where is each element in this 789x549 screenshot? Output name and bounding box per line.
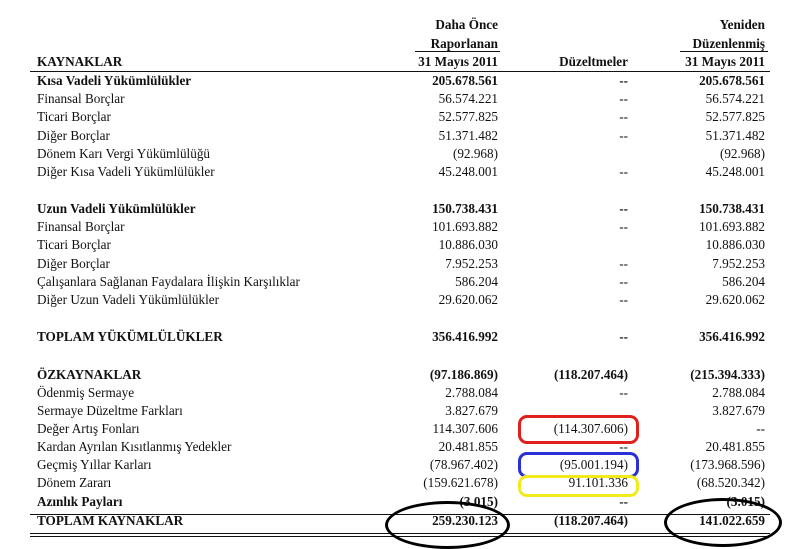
row-value-restated: 150.738.431 (699, 201, 765, 216)
row-value-reported: 10.886.030 (438, 237, 498, 252)
row-value-restated: 7.952.253 (712, 256, 765, 271)
row-value-restated: 586.204 (722, 274, 765, 289)
row-value-reported: (3.015) (459, 494, 498, 509)
row-value-adjustment: -- (619, 256, 628, 271)
col1-header-rule (415, 51, 500, 52)
yellow-highlight-box (518, 475, 639, 497)
col3-date: 31 Mayıs 2011 (685, 54, 765, 69)
row-value-adjustment: -- (619, 109, 628, 124)
row-value-adjustment: (118.207.464) (554, 513, 628, 528)
row-value-restated: 10.886.030 (705, 237, 765, 252)
row-value-restated: 3.827.679 (712, 403, 765, 418)
row-label: Ticari Borçlar (37, 237, 111, 252)
col3-header-line1: Yeniden (719, 17, 765, 32)
black-circle-col1-total (385, 501, 510, 549)
row-label: Geçmiş Yıllar Karları (37, 457, 152, 472)
row-value-adjustment: -- (619, 73, 628, 88)
row-value-adjustment: -- (619, 164, 628, 179)
row-value-restated: 45.248.001 (705, 164, 765, 179)
row-label: Kardan Ayrılan Kısıtlanmış Yedekler (37, 439, 232, 454)
row-value-restated: 20.481.855 (705, 439, 765, 454)
row-label: Dönem Zararı (37, 475, 112, 490)
row-value-restated: 51.371.482 (705, 128, 765, 143)
col2-header: Düzeltmeler (559, 54, 628, 69)
row-value-reported: 56.574.221 (438, 91, 498, 106)
row-value-reported: 51.371.482 (438, 128, 498, 143)
row-value-reported: 205.678.561 (432, 73, 498, 88)
row-value-adjustment: -- (619, 274, 628, 289)
row-value-restated: 205.678.561 (699, 73, 765, 88)
row-value-reported: 101.693.882 (432, 219, 498, 234)
row-value-reported: 259.230.123 (432, 513, 498, 528)
row-label: TOPLAM KAYNAKLAR (37, 513, 184, 528)
row-value-restated: -- (756, 421, 765, 436)
row-label: TOPLAM YÜKÜMLÜLÜKLER (37, 329, 223, 344)
row-value-reported: 114.307.606 (432, 421, 498, 436)
row-label: Finansal Borçlar (37, 219, 125, 234)
col1-header-line1: Daha Önce (435, 17, 498, 32)
row-value-adjustment: -- (619, 385, 628, 400)
black-circle-col3-total (664, 498, 782, 547)
row-value-reported: 586.204 (455, 274, 498, 289)
row-value-adjustment: -- (619, 128, 628, 143)
row-label: Diğer Borçlar (37, 256, 110, 271)
section-label-kaynaklar: KAYNAKLAR (37, 54, 123, 69)
row-value-adjustment: (114.307.606) (553, 421, 628, 436)
row-label: Uzun Vadeli Yükümlülükler (37, 201, 196, 216)
row-value-restated: 52.577.825 (705, 109, 765, 124)
row-value-restated: 356.416.992 (699, 329, 765, 344)
row-value-restated: (92.968) (719, 146, 765, 161)
row-value-adjustment: 91.101.336 (568, 475, 628, 490)
header-bottom-rule (30, 71, 770, 72)
row-label: Dönem Karı Vergi Yükümlülüğü (37, 146, 211, 161)
col3-header-rule (680, 51, 768, 52)
row-value-restated: (173.968.596) (690, 457, 765, 472)
row-label: Sermaye Düzeltme Farkları (37, 403, 183, 418)
col1-header-line2: Raporlanan (430, 36, 498, 51)
row-label: Diğer Borçlar (37, 128, 110, 143)
row-value-reported: 29.620.062 (438, 292, 498, 307)
row-value-restated: 56.574.221 (705, 91, 765, 106)
row-value-adjustment: (118.207.464) (554, 367, 628, 382)
row-label: Finansal Borçlar (37, 91, 125, 106)
row-label: Çalışanlara Sağlanan Faydalara İlişkin Karşılıklar (37, 274, 300, 289)
row-value-restated: 101.693.882 (699, 219, 765, 234)
col1-date: 31 Mayıs 2011 (418, 54, 498, 69)
row-value-restated: (215.394.333) (690, 367, 765, 382)
row-value-reported: 150.738.431 (432, 201, 498, 216)
red-highlight-box (518, 415, 639, 444)
row-value-reported: 2.788.084 (445, 385, 498, 400)
row-value-adjustment: -- (619, 329, 628, 344)
row-value-reported: 356.416.992 (432, 329, 498, 344)
row-value-reported: (78.967.402) (429, 457, 498, 472)
row-value-reported: 7.952.253 (445, 256, 498, 271)
row-value-reported: 45.248.001 (438, 164, 498, 179)
row-label: Ticari Borçlar (37, 109, 111, 124)
row-label: Değer Artış Fonları (37, 421, 140, 436)
row-value-adjustment: -- (619, 494, 628, 509)
row-value-adjustment: -- (619, 219, 628, 234)
row-value-restated: 141.022.659 (699, 513, 765, 528)
row-value-restated: (3.015) (726, 494, 765, 509)
row-value-reported: (97.186.869) (429, 367, 498, 382)
row-value-reported: 20.481.855 (438, 439, 498, 454)
row-value-restated: 2.788.084 (712, 385, 765, 400)
row-value-reported: (159.621.678) (423, 475, 498, 490)
col3-header-line2: Düzenlenmiş (692, 36, 765, 51)
row-value-reported: 3.827.679 (445, 403, 498, 418)
row-value-reported: (92.968) (452, 146, 498, 161)
row-value-adjustment: -- (619, 201, 628, 216)
row-value-adjustment: -- (619, 91, 628, 106)
row-value-adjustment: -- (619, 292, 628, 307)
row-label: Diğer Uzun Vadeli Yükümlülükler (37, 292, 220, 307)
row-label: ÖZKAYNAKLAR (37, 367, 142, 382)
row-label: Kısa Vadeli Yükümlülükler (37, 73, 192, 88)
row-value-restated: 29.620.062 (705, 292, 765, 307)
row-value-adjustment: (95.001.194) (559, 457, 628, 472)
row-value-reported: 52.577.825 (438, 109, 498, 124)
row-label: Ödenmiş Sermaye (37, 385, 135, 400)
row-label: Azınlık Payları (37, 494, 123, 509)
row-value-adjustment: -- (619, 439, 628, 454)
row-value-restated: (68.520.342) (696, 475, 765, 490)
row-label: Diğer Kısa Vadeli Yükümlülükler (37, 164, 215, 179)
